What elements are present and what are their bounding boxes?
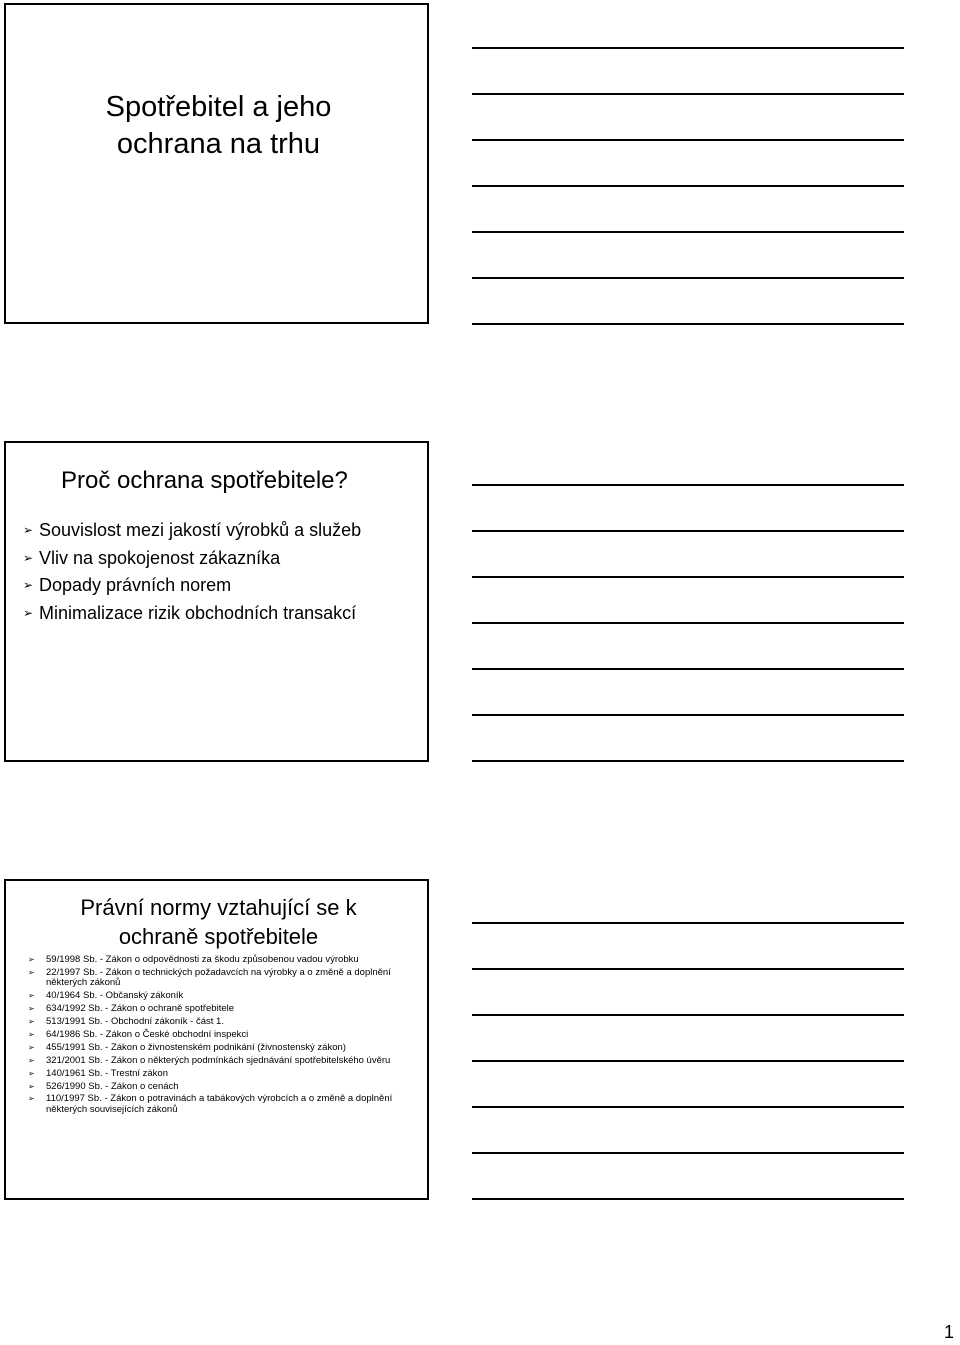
list-item: ➢ Minimalizace rizik obchodních transakcí	[23, 600, 361, 628]
list-item: ➢ 110/1997 Sb. - Zákon o potravinách a tabákových výrobcích a o změně a doplnění některých souvisejících zákonů	[28, 1093, 393, 1115]
arrow-bullet-icon: ➢	[28, 1029, 35, 1039]
note-line	[472, 760, 904, 762]
note-line	[472, 668, 904, 670]
slide-2-bullet-list	[23, 517, 361, 627]
page-number: 1	[944, 1322, 955, 1342]
list-item: ➢ 634/1992 Sb. - Zákon o ochraně spotřebitele	[28, 1003, 235, 1015]
list-item: ➢ 140/1961 Sb. - Trestní zákon	[28, 1067, 168, 1079]
arrow-bullet-icon: ➢	[28, 1055, 35, 1065]
arrow-bullet-icon: ➢	[28, 1017, 35, 1027]
list-item: ➢ Vliv na spokojenost zákazníka	[23, 545, 361, 573]
arrow-bullet-icon: ➢	[28, 1094, 35, 1104]
note-line	[472, 47, 904, 49]
note-line	[472, 93, 904, 95]
note-line	[472, 1014, 904, 1016]
list-item: ➢ 321/2001 Sb. - Zákon o některých podmínkách sjednávání spotřebitelského úvěru	[28, 1054, 391, 1066]
arrow-bullet-icon: ➢	[23, 523, 34, 537]
list-item: ➢ 526/1990 Sb. - Zákon o cenách	[28, 1080, 179, 1092]
note-line	[472, 231, 904, 233]
note-line	[472, 968, 904, 970]
note-line	[472, 277, 904, 279]
arrow-bullet-icon: ➢	[28, 1068, 35, 1078]
arrow-bullet-icon: ➢	[28, 967, 35, 977]
note-line	[472, 714, 904, 716]
arrow-bullet-icon: ➢	[28, 1081, 35, 1091]
list-item: ➢ Souvislost mezi jakostí výrobků a služeb	[23, 517, 361, 545]
list-item: ➢ 59/1998 Sb. - Zákon o odpovědnosti za škodu způsobenou vadou výrobku	[28, 954, 359, 965]
note-line	[472, 576, 904, 578]
arrow-bullet-icon: ➢	[23, 578, 34, 592]
note-line	[472, 139, 904, 141]
arrow-bullet-icon: ➢	[28, 955, 35, 964]
list-item: ➢ 40/1964 Sb. - Občanský zákoník	[28, 990, 184, 1002]
arrow-bullet-icon: ➢	[23, 550, 34, 565]
list-item: ➢ 22/1997 Sb. - Zákon o technických požadavcích na výrobky a o změně a doplnění některých zákonů	[28, 966, 391, 989]
note-line	[472, 1060, 904, 1062]
note-line	[472, 1106, 904, 1108]
slide-2-title: Proč ochrana spotřebitele?	[61, 467, 348, 494]
arrow-bullet-icon: ➢	[28, 1042, 35, 1052]
note-line	[472, 1198, 904, 1200]
slide-3-bullet-list	[28, 955, 423, 1118]
slide-3-title: Právní normy vztahující se k ochraně spotřebitele	[80, 895, 357, 949]
note-line	[472, 185, 904, 187]
arrow-bullet-icon: ➢	[28, 991, 35, 1001]
list-item: ➢ 64/1986 Sb. - Zákon o České obchodní inspekci	[28, 1028, 249, 1040]
note-line	[472, 484, 904, 486]
list-item: ➢ Dopady právních norem	[23, 572, 361, 600]
slide-3	[4, 879, 429, 1200]
list-item: ➢ 455/1991 Sb. - Zákon o živnostenském podnikání (živnostenský zákon)	[28, 1041, 346, 1053]
slide-1	[4, 3, 429, 324]
note-line	[472, 1152, 904, 1154]
note-line	[472, 622, 904, 624]
note-line	[472, 922, 904, 924]
arrow-bullet-icon: ➢	[23, 605, 34, 620]
note-line	[472, 530, 904, 532]
slide-1-title: Spotřebitel a jeho ochrana na trhu	[105, 91, 332, 160]
note-line	[472, 323, 904, 325]
list-item: ➢ 513/1991 Sb. - Obchodní zákoník - část 1.	[28, 1016, 224, 1028]
slide-2	[4, 441, 429, 762]
arrow-bullet-icon: ➢	[28, 1004, 35, 1014]
